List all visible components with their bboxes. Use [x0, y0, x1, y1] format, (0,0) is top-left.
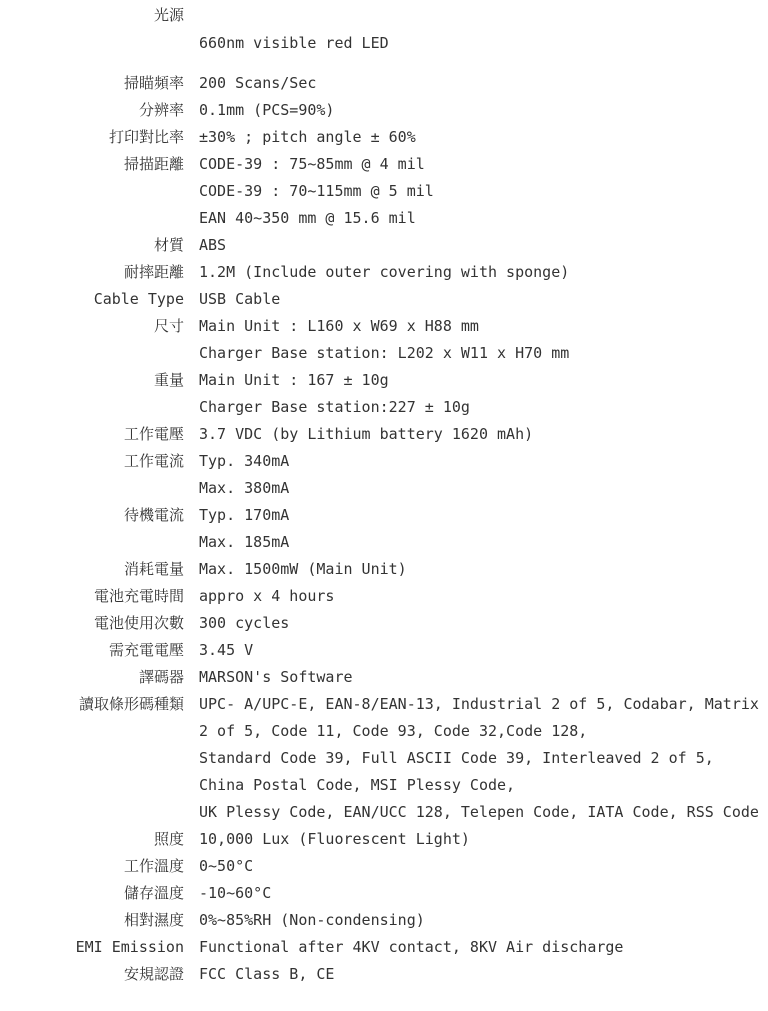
- spec-value: [199, 0, 768, 30]
- spec-row: [0, 232, 768, 259]
- spec-label: Cable Type: [93, 290, 184, 308]
- spec-value: appro x 4 hours: [199, 587, 335, 605]
- spec-row: [0, 907, 768, 934]
- spec-value: FCC Class B, CE: [199, 965, 335, 983]
- spec-row: [0, 151, 768, 178]
- spec-label: 消耗電量: [123, 560, 184, 578]
- spec-row: [0, 664, 768, 691]
- spec-row: [0, 97, 768, 124]
- spec-row: [0, 610, 768, 637]
- spec-value: Typ. 340mA: [199, 452, 290, 470]
- spec-row: [0, 772, 768, 799]
- spec-label: [0, 340, 199, 367]
- spec-label: 相對濕度: [123, 911, 184, 929]
- spec-value: Charger Base station: L202 x W11 x H70 mm: [199, 344, 570, 362]
- spec-value: CODE-39 : 75~85mm @ 4 mil: [199, 155, 425, 173]
- spec-row: [0, 691, 768, 718]
- spec-value: Max. 185mA: [199, 533, 290, 551]
- spec-row: [0, 70, 768, 97]
- spec-row: [0, 718, 768, 745]
- spec-value: 0.1mm (PCS=90%): [199, 101, 335, 119]
- spec-label: [0, 205, 199, 232]
- spec-label: [0, 394, 199, 421]
- spec-row: [0, 421, 768, 448]
- spec-label: [0, 772, 199, 799]
- spec-row: [0, 448, 768, 475]
- spec-label: [0, 529, 199, 556]
- spec-row: [0, 178, 768, 205]
- spec-value: Main Unit : 167 ± 10g: [199, 371, 389, 389]
- spec-value: ±30% ; pitch angle ± 60%: [199, 128, 416, 146]
- spec-label: 照度: [153, 830, 184, 848]
- spec-value: 300 cycles: [199, 614, 290, 632]
- spec-value: 0~50°C: [199, 857, 254, 875]
- spec-value: USB Cable: [199, 290, 281, 308]
- spec-value: Functional after 4KV contact, 8KV Air discharge: [199, 938, 624, 956]
- spec-label: 重量: [153, 371, 184, 389]
- spec-label: 待機電流: [123, 506, 184, 524]
- spec-label: [0, 718, 199, 745]
- spec-label: [0, 745, 199, 772]
- spec-row: [0, 124, 768, 151]
- spec-value: EAN 40~350 mm @ 15.6 mil: [199, 209, 416, 227]
- spec-row: [0, 259, 768, 286]
- spec-row: [0, 529, 768, 556]
- spec-row: [0, 340, 768, 367]
- spec-row: [0, 475, 768, 502]
- spec-label: [0, 30, 199, 57]
- spec-row: [0, 934, 768, 961]
- spec-value: 3.7 VDC (by Lithium battery 1620 mAh): [199, 425, 534, 443]
- spec-value: 3.45 V: [199, 641, 254, 659]
- spec-row: [0, 961, 768, 988]
- spec-label: 耐摔距離: [123, 263, 184, 281]
- spec-label: 掃描距離: [123, 155, 184, 173]
- spec-row: [0, 313, 768, 340]
- spec-value: 10,000 Lux (Fluorescent Light): [199, 830, 470, 848]
- spec-row: [0, 799, 768, 826]
- spec-label: 儲存溫度: [123, 884, 184, 902]
- spec-value: 1.2M (Include outer covering with sponge): [199, 263, 570, 281]
- spec-value: MARSON's Software: [199, 668, 353, 686]
- spec-label: [0, 475, 199, 502]
- spec-label: 安規認證: [123, 965, 184, 983]
- spec-label: 讀取條形碼種類: [78, 695, 184, 713]
- spec-label: 工作電壓: [123, 425, 184, 443]
- spec-label: 譯碼器: [138, 668, 184, 686]
- spec-value: Charger Base station:227 ± 10g: [199, 398, 470, 416]
- spec-label: 材質: [153, 236, 184, 254]
- spec-value: Standard Code 39, Full ASCII Code 39, Interleaved 2 of 5,: [199, 749, 714, 767]
- spec-row: [0, 394, 768, 421]
- spec-value: Max. 380mA: [199, 479, 290, 497]
- spec-label: 電池充電時間: [93, 587, 184, 605]
- spec-row: [0, 637, 768, 664]
- spec-label: 電池使用次數: [93, 614, 184, 632]
- spec-label: EMI Emission: [75, 938, 184, 956]
- spec-row: [0, 367, 768, 394]
- spec-label: 分辨率: [138, 101, 184, 119]
- spec-label: 掃瞄頻率: [123, 74, 184, 92]
- spec-label: 打印對比率: [108, 128, 184, 146]
- spec-row: [0, 30, 768, 57]
- spec-row: [0, 880, 768, 907]
- spec-value: CODE-39 : 70~115mm @ 5 mil: [199, 182, 434, 200]
- spec-label: [0, 178, 199, 205]
- spec-value: 200 Scans/Sec: [199, 74, 317, 92]
- spec-value: China Postal Code, MSI Plessy Code,: [199, 776, 516, 794]
- spec-value: Max. 1500mW (Main Unit): [199, 560, 407, 578]
- spec-label: 工作溫度: [123, 857, 184, 875]
- spec-row: [0, 0, 768, 30]
- spec-row: [0, 745, 768, 772]
- spec-row: [0, 583, 768, 610]
- spec-label: [0, 799, 199, 826]
- spec-label: 工作電流: [123, 452, 184, 470]
- spec-row: [0, 556, 768, 583]
- spec-label: 需充電電壓: [108, 641, 184, 659]
- spec-row: [0, 853, 768, 880]
- spec-row: [0, 502, 768, 529]
- spec-value: Main Unit : L160 x W69 x H88 mm: [199, 317, 479, 335]
- spec-value: ABS: [199, 236, 227, 254]
- spec-value: Typ. 170mA: [199, 506, 290, 524]
- spec-value: 660nm visible red LED: [199, 34, 389, 52]
- spec-row: [0, 205, 768, 232]
- spec-row: [0, 286, 768, 313]
- spec-row: [0, 826, 768, 853]
- spacer-row: [0, 57, 768, 70]
- spec-value: UPC- A/UPC-E, EAN-8/EAN-13, Industrial 2 of 5, Codabar, Matrix: [199, 695, 759, 713]
- spec-label: 尺寸: [153, 317, 184, 335]
- spec-value: UK Plessy Code, EAN/UCC 128, Telepen Code, IATA Code, RSS Code: [199, 803, 759, 821]
- spec-value: 0%~85%RH (Non-condensing): [199, 911, 425, 929]
- spec-value: 2 of 5, Code 11, Code 93, Code 32,Code 128,: [199, 722, 588, 740]
- spec-label: 光源: [153, 6, 184, 24]
- spec-value: -10~60°C: [199, 884, 272, 902]
